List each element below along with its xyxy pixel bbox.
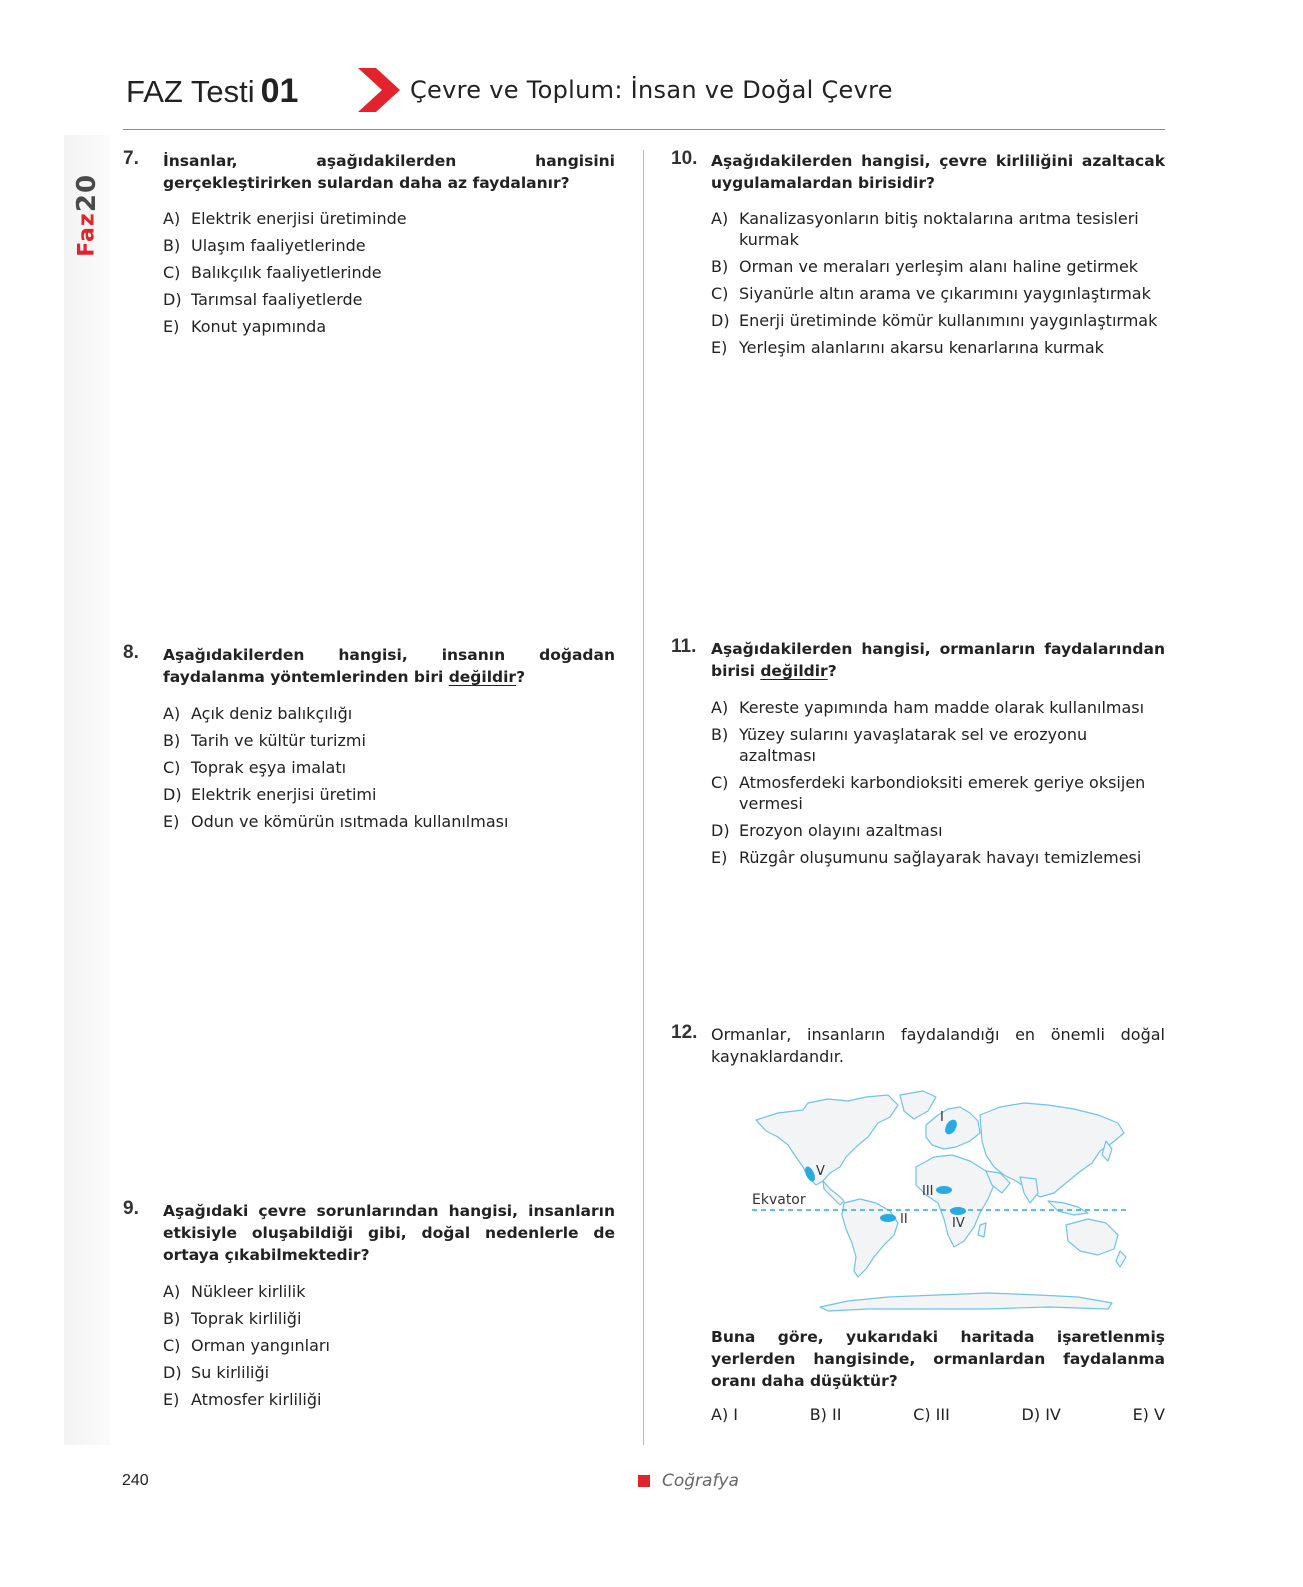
- option-letter: E): [163, 1390, 180, 1409]
- question-intro: Ormanlar, insanların faydalandığı en önemli doğal kaynaklardandır.: [711, 1025, 1165, 1066]
- marker-label-iv: IV: [952, 1216, 965, 1231]
- option-text: Yüzey sularını yavaşlatarak sel ve erozyonu azaltması: [739, 725, 1088, 765]
- madagascar: [978, 1223, 986, 1237]
- option-letter: D): [711, 821, 730, 840]
- option-text: Ulaşım faaliyetlerinde: [191, 236, 366, 255]
- option-letter: B): [809, 1405, 827, 1424]
- option-row: [711, 1405, 1165, 1424]
- option-letter: E): [1132, 1405, 1149, 1424]
- option-e[interactable]: [163, 1389, 615, 1410]
- option-text: III: [935, 1405, 950, 1424]
- option-text: Konut yapımında: [191, 317, 327, 336]
- option-letter: A): [163, 704, 181, 723]
- question-8: [123, 644, 615, 844]
- question-number: 8.: [123, 642, 139, 663]
- option-text: Balıkçılık faaliyetlerinde: [191, 263, 382, 282]
- question-stem: Aşağıdaki çevre sorunlarından hangisi, insanların etkisiyle oluşabildiği gibi, doğal nedenlerle de ortaya çıkabilmektedir?: [163, 1202, 615, 1264]
- option-letter: C): [163, 1336, 181, 1355]
- stem-emphasis: değildir: [448, 668, 517, 686]
- test-label: FAZ Testi: [126, 74, 255, 109]
- option-text: IV: [1045, 1405, 1061, 1424]
- option-letter: E): [163, 317, 180, 336]
- marker-ii: [880, 1214, 896, 1222]
- option-c[interactable]: [163, 262, 615, 283]
- test-number: 01: [260, 72, 299, 110]
- option-list: [711, 697, 1165, 874]
- option-a[interactable]: [711, 1405, 738, 1424]
- option-text: Açık deniz balıkçılığı: [191, 704, 353, 723]
- option-text: Nükleer kirlilik: [191, 1282, 306, 1301]
- option-b[interactable]: [163, 730, 615, 751]
- marker-label-v: V: [816, 1164, 825, 1179]
- option-d[interactable]: [711, 820, 1165, 841]
- option-b[interactable]: [711, 724, 1165, 766]
- side-brand: Faz: [74, 212, 100, 257]
- option-c[interactable]: [711, 283, 1165, 304]
- north-america: [756, 1095, 898, 1185]
- option-letter: D): [163, 785, 182, 804]
- option-b[interactable]: [810, 1405, 842, 1424]
- option-c[interactable]: [913, 1405, 950, 1424]
- question-11: [671, 636, 1165, 867]
- question-number: 9.: [123, 1198, 139, 1219]
- option-text: Su kirliliği: [191, 1363, 270, 1382]
- option-d[interactable]: [163, 784, 615, 805]
- option-letter: B): [163, 1309, 181, 1328]
- world-map: [748, 1085, 1133, 1315]
- option-c[interactable]: [711, 772, 1165, 814]
- option-letter: D): [163, 1363, 182, 1382]
- option-list: [163, 208, 615, 343]
- option-text: I: [733, 1405, 738, 1424]
- question-stem: Buna göre, yukarıdaki haritada işaretlenmiş yerlerden hangisinde, ormanlardan faydalanma oranı daha düşüktür?: [711, 1328, 1165, 1390]
- question-stem: Aşağıdakilerden hangisi, çevre kirliliğini azaltacak uygulamalardan birisidir?: [711, 152, 1165, 192]
- stem-text: Aşağıdakilerden hangisi, ormanların faydalarından birisi: [711, 640, 1165, 680]
- footer-subject: Coğrafya: [662, 1471, 739, 1491]
- option-text: Kanalizasyonların bitiş noktalarına arıtma tesisleri kurmak: [739, 209, 1139, 249]
- option-d[interactable]: [1022, 1405, 1061, 1424]
- option-letter: E): [163, 812, 180, 831]
- question-number: 10.: [671, 148, 698, 169]
- option-letter: B): [711, 257, 729, 276]
- option-text: Toprak eşya imalatı: [191, 758, 347, 777]
- option-letter: D): [163, 290, 182, 309]
- marker-label-i: I: [940, 1110, 944, 1125]
- option-letter: A): [711, 209, 729, 228]
- footer-square-icon: [638, 1475, 650, 1487]
- question-number: 12.: [671, 1022, 698, 1043]
- option-text: II: [832, 1405, 842, 1424]
- stem-emphasis: değildir: [760, 662, 828, 680]
- option-letter: C): [711, 284, 729, 303]
- marker-iv: [950, 1207, 966, 1215]
- option-letter: C): [913, 1405, 931, 1424]
- option-text: Toprak kirliliği: [191, 1309, 302, 1328]
- central-america: [823, 1181, 844, 1205]
- option-text: Rüzgâr oluşumunu sağlayarak havayı temizlemesi: [739, 848, 1142, 867]
- question-7: [123, 150, 615, 350]
- option-d[interactable]: [163, 289, 615, 310]
- option-list: [711, 208, 1165, 364]
- marker-label-iii: III: [922, 1184, 934, 1199]
- option-list: [163, 1281, 615, 1416]
- option-c[interactable]: [163, 757, 615, 778]
- option-text: Siyanürle altın arama ve çıkarımını yaygınlaştırmak: [739, 284, 1151, 303]
- equator-label: Ekvator: [752, 1192, 806, 1208]
- option-e[interactable]: [163, 316, 615, 337]
- option-e[interactable]: [163, 811, 615, 832]
- option-text: Odun ve kömürün ısıtmada kullanılması: [191, 812, 509, 831]
- side-label: [66, 148, 110, 258]
- marker-iii: [936, 1186, 952, 1194]
- option-a[interactable]: [163, 1281, 615, 1302]
- option-b[interactable]: [711, 256, 1165, 277]
- question-9: [123, 1200, 615, 1420]
- option-a[interactable]: [163, 208, 615, 229]
- option-text: Erozyon olayını azaltması: [739, 821, 943, 840]
- option-letter: B): [163, 731, 181, 750]
- option-letter: E): [711, 338, 728, 357]
- test-title: [126, 72, 298, 111]
- question-number: 7.: [123, 148, 139, 169]
- option-e[interactable]: [711, 847, 1165, 868]
- india: [1020, 1177, 1038, 1203]
- australia: [1066, 1219, 1118, 1255]
- option-letter: C): [163, 263, 181, 282]
- option-b[interactable]: [163, 235, 615, 256]
- option-a[interactable]: [711, 208, 1165, 250]
- option-letter: D): [1021, 1405, 1041, 1424]
- option-letter: A): [711, 1405, 729, 1424]
- option-list: [163, 703, 615, 838]
- test-subtitle: Çevre ve Toplum: İnsan ve Doğal Çevre: [410, 76, 893, 104]
- option-letter: C): [163, 758, 181, 777]
- question-stem: [163, 644, 615, 688]
- page-number: 240: [122, 1472, 149, 1489]
- option-b[interactable]: [163, 1308, 615, 1329]
- option-text: Elektrik enerjisi üretiminde: [191, 209, 407, 228]
- option-letter: C): [711, 773, 729, 792]
- option-letter: A): [163, 1282, 181, 1301]
- option-text: Tarımsal faaliyetlerde: [191, 290, 363, 309]
- option-letter: A): [163, 209, 181, 228]
- stem-end: ?: [827, 662, 837, 680]
- question-10: [671, 150, 1165, 370]
- greenland: [900, 1091, 936, 1119]
- option-c[interactable]: [163, 1335, 615, 1356]
- side-number: 20: [72, 173, 102, 213]
- option-letter: A): [711, 698, 729, 717]
- side-strip: [64, 135, 110, 1445]
- question-number: 11.: [671, 636, 697, 657]
- option-text: V: [1154, 1405, 1165, 1424]
- option-letter: B): [163, 236, 181, 255]
- question-12: [671, 1024, 1165, 1084]
- header-divider: [123, 129, 1165, 130]
- option-text: Orman yangınları: [191, 1336, 330, 1355]
- question-12-stem: [671, 1326, 1165, 1396]
- option-text: Orman ve meraları yerleşim alanı haline getirmek: [739, 257, 1139, 276]
- option-text: Atmosfer kirliliği: [191, 1390, 322, 1409]
- marker-label-ii: II: [900, 1212, 908, 1227]
- option-letter: E): [711, 848, 728, 867]
- option-a[interactable]: [163, 703, 615, 724]
- option-text: Enerji üretiminde kömür kullanımını yaygınlaştırmak: [739, 311, 1158, 330]
- chevron-right-icon: [358, 68, 400, 112]
- indonesia: [1048, 1201, 1088, 1215]
- option-letter: B): [711, 725, 729, 744]
- stem-text: Aşağıdakilerden hangisi, insanın doğadan faydalanma yöntemlerinden biri: [163, 646, 615, 686]
- option-text: Kereste yapımında ham madde olarak kullanılması: [739, 698, 1145, 717]
- option-d[interactable]: [163, 1362, 615, 1383]
- option-text: Atmosferdeki karbondioksiti emerek geriye oksijen vermesi: [739, 773, 1146, 813]
- antarctica: [820, 1293, 1112, 1311]
- option-a[interactable]: [711, 697, 1165, 718]
- option-text: Elektrik enerjisi üretimi: [191, 785, 377, 804]
- option-e[interactable]: [711, 337, 1165, 358]
- column-divider: [643, 150, 644, 1445]
- question-stem: İnsanlar, aşağıdakilerden hangisini gerçekleştirirken sulardan daha az faydalanır?: [163, 152, 615, 192]
- option-text: Tarih ve kültür turizmi: [191, 731, 366, 750]
- new-zealand: [1116, 1251, 1126, 1267]
- stem-end: ?: [516, 668, 526, 686]
- option-e[interactable]: [1133, 1405, 1165, 1424]
- question-stem: [711, 638, 1165, 682]
- option-letter: D): [711, 311, 730, 330]
- option-text: Yerleşim alanlarını akarsu kenarlarına kurmak: [739, 338, 1104, 357]
- option-d[interactable]: [711, 310, 1165, 331]
- world-map-svg: [748, 1085, 1133, 1315]
